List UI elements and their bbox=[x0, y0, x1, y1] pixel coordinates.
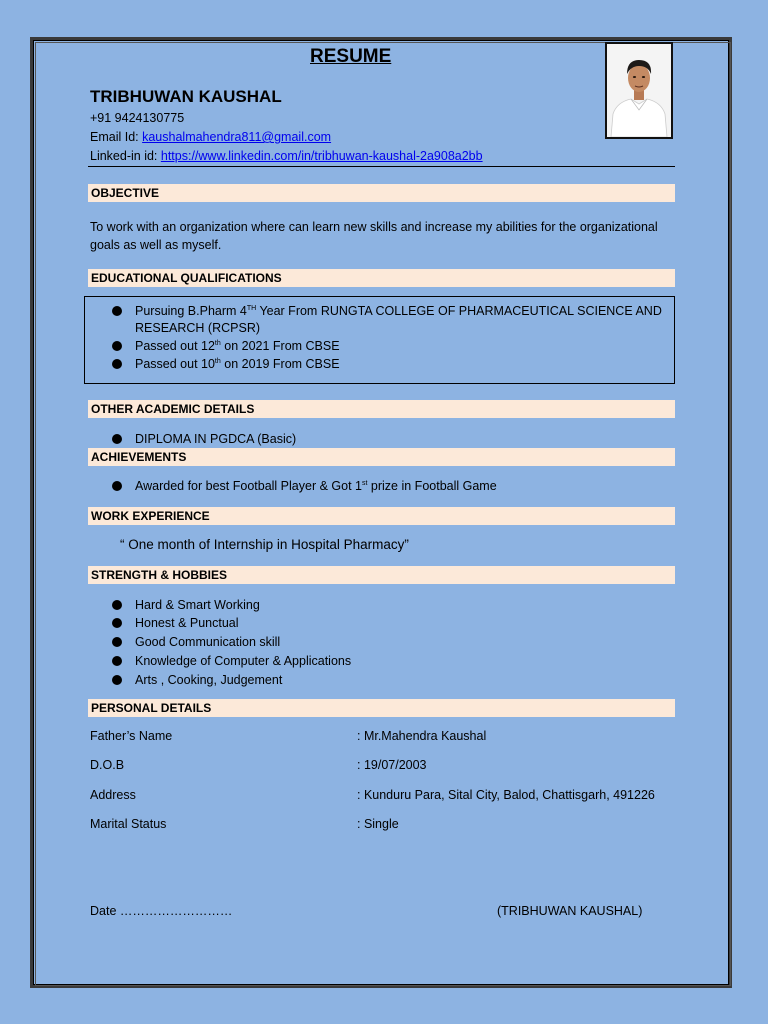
objective-line-2: goals as well as myself. bbox=[90, 238, 222, 252]
section-header-achievements: ACHIEVEMENTS bbox=[88, 448, 675, 466]
bullet-icon bbox=[112, 671, 134, 689]
header-divider bbox=[88, 166, 675, 167]
education-item-2 bbox=[135, 337, 340, 355]
work-experience-text: “ One month of Internship in Hospital Pharmacy” bbox=[120, 537, 409, 552]
education-item-1-text-post: Year From RUNGTA COLLEGE OF PHARMACEUTICAL SCIENCE AND bbox=[256, 304, 662, 318]
achievement-item-1-sup: st bbox=[361, 479, 368, 487]
profile-photo bbox=[605, 42, 673, 139]
objective-line-1: To work with an organization where can learn new skills and increase my abilities for the organizational bbox=[90, 220, 658, 234]
linkedin-line bbox=[90, 149, 483, 163]
education-item-3 bbox=[135, 355, 340, 373]
email-line bbox=[90, 130, 331, 144]
education-item-3-text-post: on 2019 From CBSE bbox=[220, 357, 340, 371]
strength-item: Good Communication skill bbox=[135, 635, 281, 649]
linkedin-label: Linked-in id: bbox=[90, 149, 161, 163]
bullet-icon bbox=[112, 477, 134, 495]
education-item-2-text-post: on 2021 From CBSE bbox=[220, 339, 340, 353]
other-academic-item-1: DIPLOMA IN PGDCA (Basic) bbox=[135, 432, 297, 446]
bullet-icon bbox=[112, 337, 134, 355]
section-header-work: WORK EXPERIENCE bbox=[88, 507, 675, 525]
education-item-3-text: Passed out 10 bbox=[135, 357, 215, 371]
education-item-1-text: Pursuing B.Pharm 4 bbox=[135, 304, 247, 318]
section-header-objective: OBJECTIVE bbox=[88, 184, 675, 202]
objective-text bbox=[90, 218, 675, 254]
education-item-1-sup: TH bbox=[246, 304, 257, 312]
strength-item: Hard & Smart Working bbox=[135, 598, 260, 612]
education-item-2-text: Passed out 12 bbox=[135, 339, 215, 353]
email-label: Email Id: bbox=[90, 130, 143, 144]
strength-item: Honest & Punctual bbox=[135, 616, 239, 630]
personal-value: : Single bbox=[357, 817, 399, 831]
section-header-other-academic: OTHER ACADEMIC DETAILS bbox=[88, 400, 675, 418]
bullet-icon bbox=[112, 652, 134, 670]
achievement-item-1 bbox=[135, 477, 497, 495]
personal-value: : Kunduru Para, Sital City, Balod, Chattisgarh, 491226 bbox=[357, 788, 655, 802]
personal-label: Address bbox=[90, 788, 136, 802]
email-link[interactable]: kaushalmahendra811@gmail.com bbox=[142, 130, 332, 144]
linkedin-link[interactable]: https://www.linkedin.com/in/tribhuwan-kaushal-2a908a2bb bbox=[160, 149, 483, 163]
personal-label: Father’s Name bbox=[90, 729, 173, 743]
date-line: Date ……………………… bbox=[90, 904, 233, 918]
section-header-personal: PERSONAL DETAILS bbox=[88, 699, 675, 717]
personal-label: Marital Status bbox=[90, 817, 167, 831]
personal-value: : 19/07/2003 bbox=[357, 758, 427, 772]
education-item-1 bbox=[135, 302, 662, 320]
bullet-icon bbox=[112, 633, 134, 651]
personal-label: D.O.B bbox=[90, 758, 125, 772]
education-item-1-line-2: RESEARCH (RCPSR) bbox=[135, 321, 261, 335]
phone-number: +91 9424130775 bbox=[90, 111, 185, 125]
candidate-name: TRIBHUWAN KAUSHAL bbox=[90, 87, 282, 106]
education-item-3-sup: th bbox=[214, 357, 221, 365]
personal-value: : Mr.Mahendra Kaushal bbox=[357, 729, 487, 743]
section-header-education: EDUCATIONAL QUALIFICATIONS bbox=[88, 269, 675, 287]
bullet-icon bbox=[112, 355, 134, 373]
education-item-2-sup: th bbox=[214, 339, 221, 347]
section-header-strengths: STRENGTH & HOBBIES bbox=[88, 566, 675, 584]
achievement-item-1-text: Awarded for best Football Player & Got 1 bbox=[135, 479, 362, 493]
person-photo-icon bbox=[607, 44, 671, 137]
strength-item: Arts , Cooking, Judgement bbox=[135, 673, 283, 687]
bullet-icon bbox=[112, 596, 134, 614]
achievement-item-1-text-post: prize in Football Game bbox=[367, 479, 497, 493]
strength-item: Knowledge of Computer & Applications bbox=[135, 654, 352, 668]
signature-name: (TRIBHUWAN KAUSHAL) bbox=[497, 904, 643, 918]
bullet-icon bbox=[112, 302, 134, 320]
bullet-icon bbox=[112, 614, 134, 632]
resume-title: RESUME bbox=[310, 46, 392, 67]
bullet-icon bbox=[112, 430, 134, 448]
